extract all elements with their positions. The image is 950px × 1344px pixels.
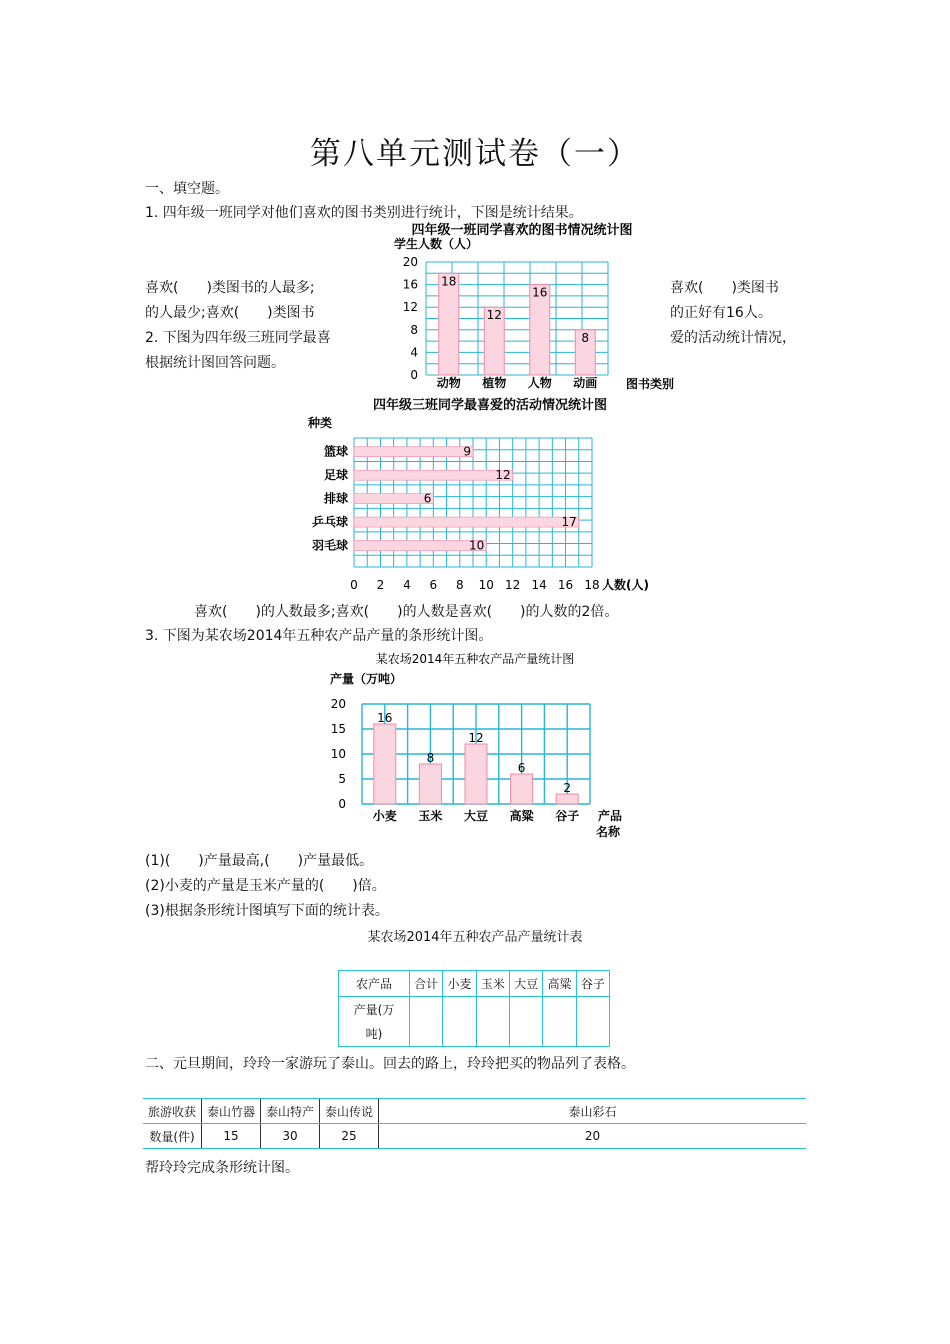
bar-value-label: 6 (423, 491, 432, 506)
q2-left-line1: 2. 下图为四年级三班同学最喜 (145, 330, 331, 346)
q1-left-line1: 喜欢( )类图书的人最多; (145, 280, 315, 296)
q3-sub2: (2)小麦的产量是玉米产量的( )倍。 (145, 878, 386, 894)
q1-left-line2: 的人最少;喜欢( )类图书 (145, 305, 315, 321)
section2-heading: 二、元旦期间，玲玲一家游玩了泰山。回去的路上，玲玲把买的物品列了表格。 (145, 1056, 635, 1072)
chart-crops (310, 648, 640, 843)
x-tick-label: 人物 (527, 376, 552, 390)
blank-cell[interactable] (543, 997, 576, 1047)
bar (354, 515, 579, 530)
y-tick-label: 排球 (323, 491, 348, 506)
blank-cell[interactable] (576, 997, 609, 1047)
x-tick-label: 大豆 (463, 809, 489, 823)
x-tick-label: 植物 (482, 376, 507, 390)
y-tick-label: 20 (330, 697, 346, 711)
chart2-title: 四年级三班同学最喜爱的活动情况统计图 (372, 398, 608, 413)
page-title: 第八单元测试卷（一） (310, 136, 640, 172)
chart1-bars (439, 273, 596, 375)
chart3-xlabel1: 产品 (598, 809, 623, 823)
q1-right-line1: 喜欢( )类图书 (670, 280, 779, 296)
bar-value-label: 9 (463, 444, 471, 459)
bar (354, 491, 433, 506)
y-tick-label: 乒乓球 (311, 515, 348, 530)
x-tick-label: 4 (403, 578, 411, 592)
bar-value-label: 17 (561, 515, 577, 530)
q1-text: 1. 四年级一班同学对他们喜欢的图书类别进行统计，下图是统计结果。 (145, 205, 583, 221)
y-tick-label: 12 (402, 300, 418, 315)
x-tick-label: 小麦 (372, 809, 397, 823)
crop-col-header: 小麦 (443, 971, 476, 997)
crop-stat-table (338, 970, 610, 1047)
x-tick-label: 12 (505, 578, 521, 592)
bar (511, 774, 533, 804)
souvenir-col-header: 泰山彩石 (379, 1099, 807, 1124)
x-tick-label: 玉米 (418, 809, 443, 823)
bar-value-label: 2 (563, 781, 572, 795)
bar-value-label: 12 (495, 468, 511, 483)
q2-right-line1: 爱的活动统计情况， (670, 330, 796, 346)
crop-col-header: 高粱 (543, 971, 576, 997)
y-tick-label: 4 (410, 345, 418, 360)
chart3-ylabel: 产量（万吨） (330, 672, 403, 686)
y-tick-label: 羽毛球 (311, 538, 348, 553)
souvenir-row-label: 数量(件) (143, 1124, 202, 1149)
souvenir-header-row (143, 1099, 806, 1124)
bar (374, 724, 396, 804)
y-tick-label: 足球 (323, 468, 348, 483)
section1-heading: 一、填空题。 (145, 181, 229, 197)
bar-value-label: 8 (581, 330, 590, 345)
bar-value-label: 8 (426, 751, 435, 765)
q2-question: 喜欢( )的人数最多;喜欢( )的人数是喜欢( )的人数的2倍。 (194, 604, 619, 620)
bar-value-label: 12 (486, 308, 502, 323)
x-tick-label: 18 (584, 578, 600, 592)
y-tick-label: 15 (330, 722, 346, 736)
bar-value-label: 16 (377, 711, 393, 725)
section2-footer: 帮玲玲完成条形统计图。 (145, 1160, 299, 1176)
x-tick-label: 16 (557, 578, 574, 592)
x-tick-label: 6 (429, 578, 438, 592)
chart3-xlabel2: 名称 (596, 825, 621, 839)
x-tick-label: 0 (350, 578, 358, 592)
bar (354, 444, 473, 459)
crop-row-label (339, 997, 410, 1047)
chart-books (388, 220, 675, 396)
blank-cell[interactable] (509, 997, 542, 1047)
crop-col-header: 玉米 (476, 971, 509, 997)
bar (354, 468, 513, 483)
souvenir-col-header: 泰山竹器 (202, 1099, 261, 1124)
crop-row-label-line1: 产量(万 (353, 1002, 395, 1017)
chart1-title: 四年级一班同学喜欢的图书情况统计图 (411, 223, 633, 238)
souvenir-value: 30 (261, 1124, 320, 1149)
chart3-title: 某农场2014年五种农产品产量统计图 (375, 652, 575, 666)
bar-value-label: 12 (468, 731, 484, 745)
crop-stat-value-row (339, 997, 610, 1047)
q2-left-line2: 根据统计图回答问题。 (145, 355, 285, 371)
y-tick-label: 篮球 (323, 444, 348, 459)
crop-col-header: 大豆 (509, 971, 542, 997)
bar (556, 794, 578, 804)
bar-value-label: 16 (532, 285, 548, 300)
chart1-ylabel: 学生人数（人） (394, 237, 479, 251)
x-tick-label: 高粱 (509, 809, 534, 823)
x-tick-label: 10 (478, 578, 494, 592)
crop-col-header: 谷子 (576, 971, 609, 997)
x-tick-label: 14 (531, 578, 547, 592)
q3-table-title: 某农场2014年五种农产品产量统计表 (367, 930, 583, 945)
x-tick-label: 动画 (573, 376, 598, 390)
blank-cell[interactable] (410, 997, 443, 1047)
crop-stat-header-row (339, 971, 610, 997)
bar (419, 764, 441, 804)
chart2-ylabel: 种类 (308, 416, 333, 430)
bar-value-label: 6 (517, 761, 526, 775)
chart1-xlabel: 图书类别 (626, 377, 675, 391)
chart2-xlabel: 人数(人) (602, 578, 649, 592)
souvenir-value: 15 (202, 1124, 261, 1149)
y-tick-label: 0 (338, 797, 346, 811)
bar (439, 273, 459, 375)
crop-col-header: 合计 (410, 971, 443, 997)
souvenir-value: 25 (320, 1124, 379, 1149)
bar-value-label: 10 (468, 538, 485, 553)
y-tick-label: 0 (410, 368, 418, 382)
x-tick-label: 谷子 (555, 809, 580, 823)
y-tick-label: 8 (410, 322, 418, 337)
souvenir-value: 20 (379, 1124, 807, 1149)
blank-cell[interactable] (476, 997, 509, 1047)
x-tick-label: 动物 (436, 376, 461, 390)
y-tick-label: 5 (338, 772, 346, 786)
q3-sub3: (3)根据条形统计图填写下面的统计表。 (145, 903, 389, 919)
bar-value-label: 18 (441, 274, 457, 289)
y-tick-label: 10 (330, 747, 346, 761)
crop-row-label-line2: 吨) (365, 1026, 383, 1041)
bar (354, 538, 486, 553)
bar (465, 744, 487, 804)
y-tick-label: 20 (402, 255, 418, 269)
y-tick-label: 16 (402, 277, 418, 292)
q3-sub1: (1)( )产量最高,( )产量最低。 (145, 853, 374, 869)
souvenir-value-row (143, 1124, 806, 1149)
souvenir-col-header: 旅游收获 (143, 1099, 202, 1124)
q1-right-line2: 的正好有16人。 (670, 305, 772, 321)
chart-activities (300, 395, 660, 595)
souvenir-col-header: 泰山特产 (261, 1099, 320, 1124)
crop-col-header: 农产品 (339, 971, 410, 997)
chart2-bars (354, 445, 579, 553)
blank-cell[interactable] (443, 997, 476, 1047)
x-tick-label: 8 (455, 578, 464, 592)
souvenir-col-header: 泰山传说 (320, 1099, 379, 1124)
q3-text: 3. 下图为某农场2014年五种农产品产量的条形统计图。 (145, 628, 493, 644)
souvenir-table (143, 1098, 806, 1149)
x-tick-label: 2 (376, 578, 385, 592)
